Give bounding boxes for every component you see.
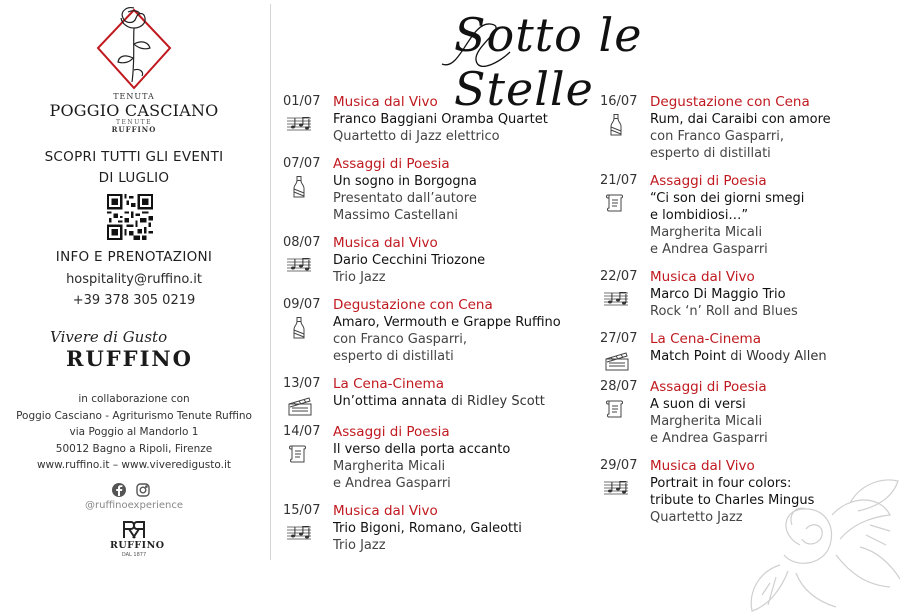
event-detail: e Andrea Gasparri [650, 431, 768, 446]
event-body [333, 252, 485, 286]
wine-bottle-icon [604, 114, 628, 132]
event-body [650, 111, 831, 162]
event-date: 08/07 [283, 235, 321, 250]
clapperboard-icon [604, 351, 628, 369]
event-body [333, 441, 510, 492]
music-score-icon [604, 289, 628, 307]
event-title: Un’ottima annata [333, 394, 447, 409]
event-title-line [650, 348, 827, 365]
events-heading-line-2: DI LUGLIO [98, 170, 170, 186]
event-body [650, 348, 827, 365]
event-title-suffix: di Ridley Scott [446, 394, 545, 409]
event-title: Dario Cecchini Triozone [333, 253, 486, 268]
music-score-icon [604, 478, 628, 496]
event-title: A suon di versi [650, 397, 746, 412]
phone-number[interactable]: +39 378 305 0219 [72, 293, 196, 308]
event-category: Musica dal Vivo [333, 503, 438, 519]
event-body [650, 396, 768, 447]
address-line-3: 50012 Bagno a Ripoli, Firenze [55, 443, 213, 455]
event-detail: esperto di distillati [650, 146, 771, 161]
scroll-icon [287, 444, 311, 462]
event-category: Musica dal Vivo [650, 269, 755, 285]
event-detail: esperto di distillati [333, 349, 454, 364]
event-title-line [650, 190, 804, 207]
event-category: Musica dal Vivo [650, 458, 755, 474]
event-category: Assaggi di Poesia [650, 173, 767, 189]
event-body [650, 190, 804, 258]
event-body [333, 393, 545, 410]
event-category: Assaggi di Poesia [333, 156, 450, 172]
address-line-2: via Poggio al Mandorlo 1 [69, 426, 199, 438]
event-detail: Margherita Micali [650, 414, 763, 429]
event-date: 01/07 [283, 94, 321, 109]
brand-tenuta: TENUTA [113, 92, 155, 101]
event-date: 16/07 [600, 94, 638, 109]
wine-bottle-icon [287, 317, 311, 335]
event-title-line [333, 520, 522, 537]
event-title-line [650, 111, 831, 128]
events-heading-line-1: SCOPRI TUTTI GLI EVENTI [44, 149, 224, 165]
event-title-suffix: di Woody Allen [726, 349, 827, 364]
event-detail: Margherita Micali [650, 225, 763, 240]
event-detail: Presentato dall’autore [333, 191, 477, 206]
clapperboard-icon [287, 396, 311, 414]
event-title-line [333, 314, 561, 331]
event-category: Degustazione con Cena [333, 297, 493, 313]
event-date: 27/07 [600, 331, 638, 346]
event-title: Trio Bigoni, Romano, Galeotti [333, 521, 522, 536]
brand-tenute: TENUTE [115, 119, 153, 126]
event-title-line [333, 111, 548, 128]
left-column [0, 0, 268, 611]
event-title: Amaro, Vermouth e Grappe Ruffino [333, 315, 561, 330]
event-body [333, 111, 548, 145]
social-handle[interactable]: @ruffinoexperience [85, 500, 183, 511]
event-body [650, 286, 798, 320]
wine-bottle-icon [287, 176, 311, 194]
collab-text: in collaborazione con [78, 393, 190, 405]
info-heading: INFO E PRENOTAZIONI [55, 249, 213, 265]
event-date: 28/07 [600, 379, 638, 394]
event-detail: e Andrea Gasparri [333, 476, 451, 491]
vivere-script: Vivere di Gusto [50, 328, 168, 346]
event-category: Degustazione con Cena [650, 94, 810, 110]
event-date: 29/07 [600, 458, 638, 473]
address-line-1: Poggio Casciano - Agriturismo Tenute Ruffino [16, 410, 252, 422]
event-detail: Trio Jazz [333, 538, 386, 553]
brand-ruffino: RUFFINO [111, 125, 157, 134]
ruffino-footer-logo [110, 518, 165, 560]
music-score-icon [287, 523, 311, 541]
event-category: Musica dal Vivo [333, 94, 438, 110]
websites-link[interactable]: www.ruffino.it – www.viveredigusto.it [36, 459, 232, 471]
instagram-icon[interactable] [137, 484, 149, 496]
music-score-icon [287, 114, 311, 132]
event-title-line-2: tribute to Charles Mingus [650, 493, 815, 508]
event-title-line [650, 286, 798, 303]
event-detail: Rock ‘n’ Roll and Blues [650, 304, 798, 319]
event-detail: Margherita Micali [333, 459, 446, 474]
event-title-line [650, 396, 768, 413]
events-heading [0, 147, 268, 189]
rr-monogram-icon [110, 518, 158, 540]
rose-sketch-decoration [740, 455, 900, 615]
event-title: Match Point [650, 349, 727, 364]
footer-year: DAL 1877 [121, 552, 147, 558]
event-body [333, 173, 477, 224]
event-category: Musica dal Vivo [333, 235, 438, 251]
event-title-line [333, 252, 485, 269]
event-detail: e Andrea Gasparri [650, 242, 768, 257]
event-date: 21/07 [600, 173, 638, 188]
event-date: 22/07 [600, 269, 638, 284]
event-detail: Quartetto di Jazz elettrico [333, 129, 500, 144]
event-detail: Trio Jazz [333, 270, 386, 285]
event-title-line [333, 393, 545, 410]
event-title-line [333, 173, 477, 190]
event-title-line-2: e lombidiosi…” [650, 208, 749, 223]
column-divider [270, 4, 271, 560]
event-date: 09/07 [283, 297, 321, 312]
email-link[interactable]: hospitality@ruffino.it [66, 272, 202, 287]
event-title: Portrait in four colors: [650, 476, 792, 491]
vivere-brand: RUFFINO [66, 346, 193, 371]
event-category: Assaggi di Poesia [650, 379, 767, 395]
music-score-icon [287, 255, 311, 273]
scroll-icon [604, 193, 628, 211]
qr-code[interactable] [107, 194, 153, 240]
event-title: Rum, dai Caraibi con amore [650, 112, 831, 127]
event-detail: Massimo Castellani [333, 208, 459, 223]
footer-brand: RUFFINO [110, 540, 165, 551]
event-title: Marco Di Maggio Trio [650, 287, 786, 302]
event-detail: Quartetto Jazz [650, 510, 743, 525]
event-detail: con Franco Gasparri, [333, 332, 468, 347]
event-category: Assaggi di Poesia [333, 424, 450, 440]
event-category: La Cena-Cinema [333, 376, 444, 392]
brand-name: POGGIO CASCIANO [49, 101, 219, 120]
event-title-line [333, 441, 510, 458]
event-title: “Ci son dei giorni smegi [650, 191, 805, 206]
event-date: 14/07 [283, 424, 321, 439]
event-date: 13/07 [283, 376, 321, 391]
event-category: La Cena-Cinema [650, 331, 761, 347]
social-icons [110, 482, 158, 498]
scroll-icon [604, 399, 628, 417]
event-detail: con Franco Gasparri, [650, 129, 785, 144]
vivere-di-gusto-logo [50, 328, 220, 374]
event-date: 07/07 [283, 156, 321, 171]
facebook-icon[interactable] [112, 483, 126, 497]
event-body [333, 520, 522, 554]
event-title: Il verso della porta accanto [333, 442, 511, 457]
event-title: Franco Baggiani Oramba Quartet [333, 112, 548, 127]
event-date: 15/07 [283, 503, 321, 518]
rose-crest-logo [90, 0, 178, 92]
title-text: Sotto le Stelle [454, 8, 643, 116]
event-title: Un sogno in Borgogna [333, 174, 477, 189]
event-body [333, 314, 561, 365]
